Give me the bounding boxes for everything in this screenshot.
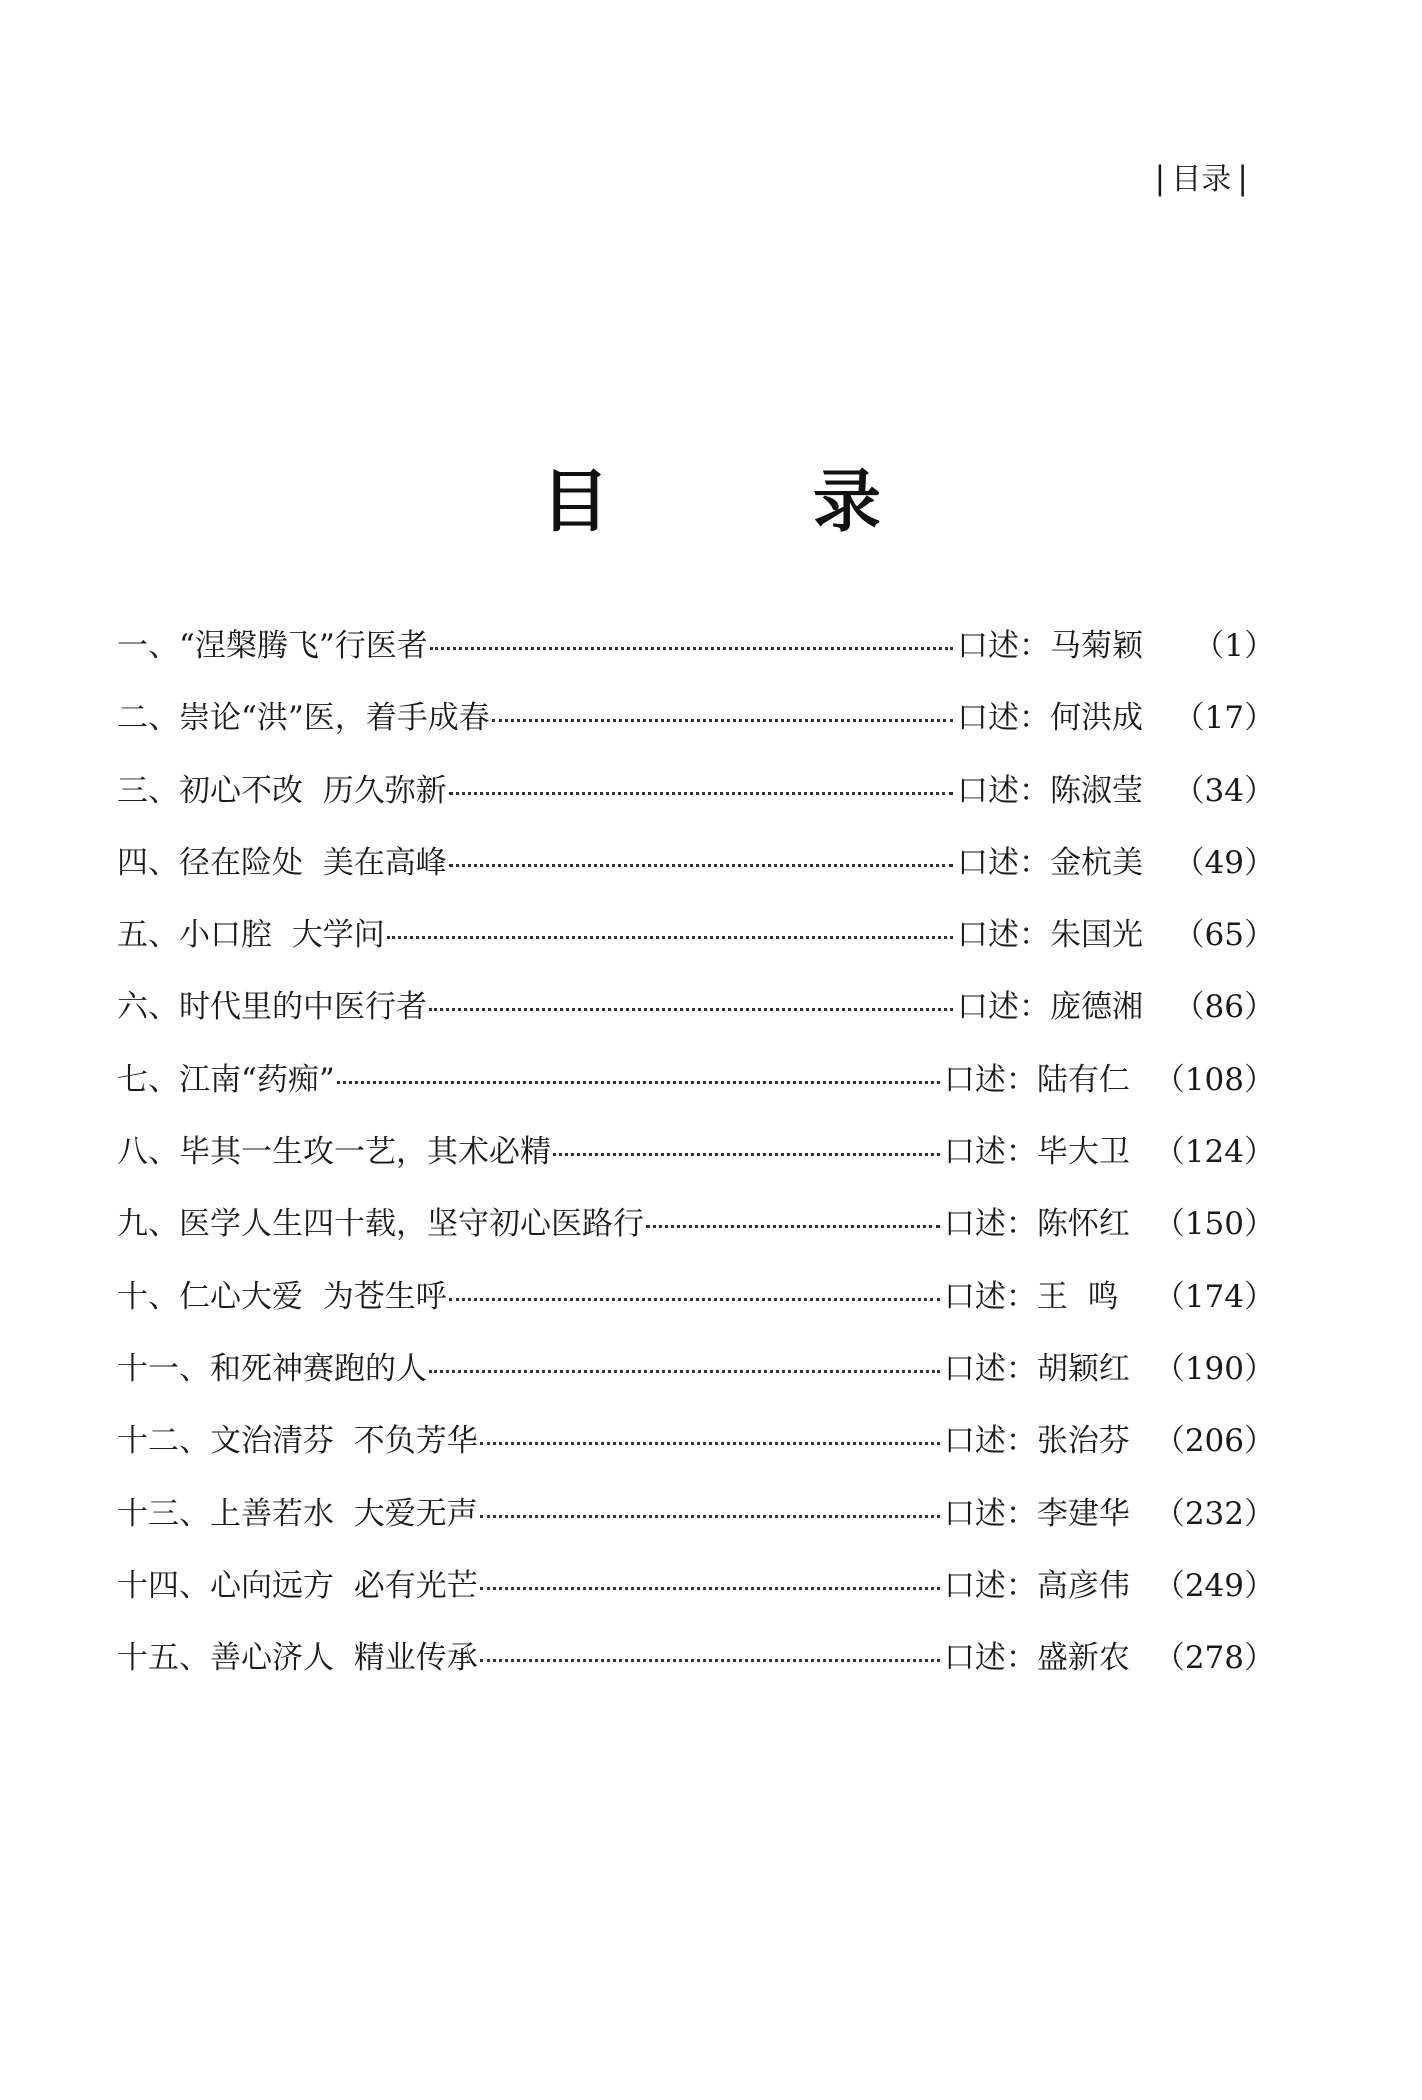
toc-entry-page: （278） [1153,1640,1275,1677]
toc-entry[interactable] [117,1271,1275,1343]
running-header [1148,158,1254,200]
toc-entry-page: （206） [1153,1423,1275,1460]
toc-entry[interactable] [117,909,1275,981]
toc-entry[interactable] [117,981,1275,1053]
toc-entry-page: （249） [1153,1567,1275,1604]
toc-entry-narrator: 口述：王 鸣 [943,1278,1119,1315]
toc-entry-title: 十二、文治清芬 不负芳华 [117,1423,478,1460]
dot-leader [337,1081,940,1084]
toc-entry-page: （17） [1173,700,1275,737]
toc-entry-title: 十一、和死神赛跑的人 [117,1350,427,1387]
toc-entry[interactable] [117,1126,1275,1198]
dot-leader [387,936,953,939]
dot-leader [429,1370,940,1373]
dot-leader [492,719,953,722]
dot-leader [430,647,953,650]
toc-entry-title: 十五、善心济人 精业传承 [117,1640,478,1677]
toc-entry-page: （150） [1153,1206,1275,1243]
toc-entry-narrator: 口述：朱国光 [957,917,1143,954]
dot-leader [480,1515,940,1518]
dot-leader [646,1225,940,1228]
toc-entry-page: （65） [1173,917,1275,954]
toc-entry-narrator: 口述：陈怀红 [943,1206,1130,1243]
dot-leader [480,1659,940,1662]
header-bar-left: | [1154,159,1166,197]
toc-entry[interactable] [117,837,1275,909]
toc-entry-page: （190） [1153,1350,1275,1387]
toc-entry-title: 四、径在险处 美在高峰 [117,844,447,881]
toc-entry-narrator: 口述：庞德湘 [957,989,1143,1026]
dot-leader [480,1442,940,1445]
toc-entry-title: 十四、心向远方 必有光芒 [117,1567,478,1604]
toc-entry[interactable] [117,1632,1275,1704]
dot-leader [429,1008,953,1011]
toc-entry-narrator: 口述：李建华 [943,1495,1130,1532]
toc-entry[interactable] [117,1343,1275,1415]
toc-entry-narrator: 口述：张治芬 [943,1423,1130,1460]
toc-entry-page: （108） [1153,1061,1275,1098]
toc-entry[interactable] [117,1415,1275,1487]
toc-entry[interactable] [117,1488,1275,1560]
toc-entry[interactable] [117,1560,1275,1632]
dot-leader [553,1153,940,1156]
toc-entry-title: 五、小口腔 大学问 [117,917,385,954]
toc-entry-title: 二、崇论“洪”医，着手成春 [117,700,490,737]
toc-entry-title: 七、江南“药痴” [117,1061,335,1098]
toc-entry-page: （174） [1153,1278,1275,1315]
toc-entry-narrator: 口述：毕大卫 [943,1134,1130,1171]
toc-entry[interactable] [117,620,1275,692]
toc-entry[interactable] [117,692,1275,764]
toc-entry-narrator: 口述：高彦伟 [943,1567,1130,1604]
table-of-contents [117,620,1275,1704]
toc-entry-narrator: 口述：胡颖红 [943,1350,1130,1387]
toc-entry-page: （86） [1173,989,1275,1026]
toc-entry-page: （1） [1193,628,1275,664]
toc-entry-narrator: 口述：陈淑莹 [957,772,1143,809]
toc-entry[interactable] [117,1054,1275,1126]
toc-entry-narrator: 口述：盛新农 [943,1640,1130,1677]
toc-entry-title: 十、仁心大爱 为苍生呼 [117,1278,447,1315]
toc-entry-title: 一、“涅槃腾飞”行医者 [117,628,428,664]
dot-leader [449,1298,940,1301]
toc-entry-page: （49） [1173,844,1275,881]
toc-entry-title: 三、初心不改 历久弥新 [117,772,447,809]
toc-entry-narrator: 口述：何洪成 [957,700,1143,737]
page-title: 目 录 [541,462,971,542]
toc-entry-page: （124） [1153,1134,1275,1171]
dot-leader [480,1587,940,1590]
toc-entry-title: 八、毕其一生攻一艺，其术必精 [117,1134,551,1171]
toc-entry[interactable] [117,1198,1275,1270]
toc-entry-title: 六、时代里的中医行者 [117,989,427,1026]
toc-entry-narrator: 口述：马菊颖 [957,628,1143,664]
toc-entry-title: 十三、上善若水 大爱无声 [117,1495,478,1532]
toc-entry-page: （232） [1153,1495,1275,1532]
header-bar-right: | [1237,159,1248,197]
dot-leader [449,864,953,867]
toc-entry-page: （34） [1173,772,1275,809]
dot-leader [449,792,953,795]
header-label: 目录 [1171,162,1232,197]
toc-entry-title: 九、医学人生四十载，坚守初心医路行 [117,1206,644,1243]
toc-entry-narrator: 口述：陆有仁 [943,1061,1130,1098]
toc-entry-narrator: 口述：金杭美 [957,844,1143,881]
toc-entry[interactable] [117,765,1275,837]
